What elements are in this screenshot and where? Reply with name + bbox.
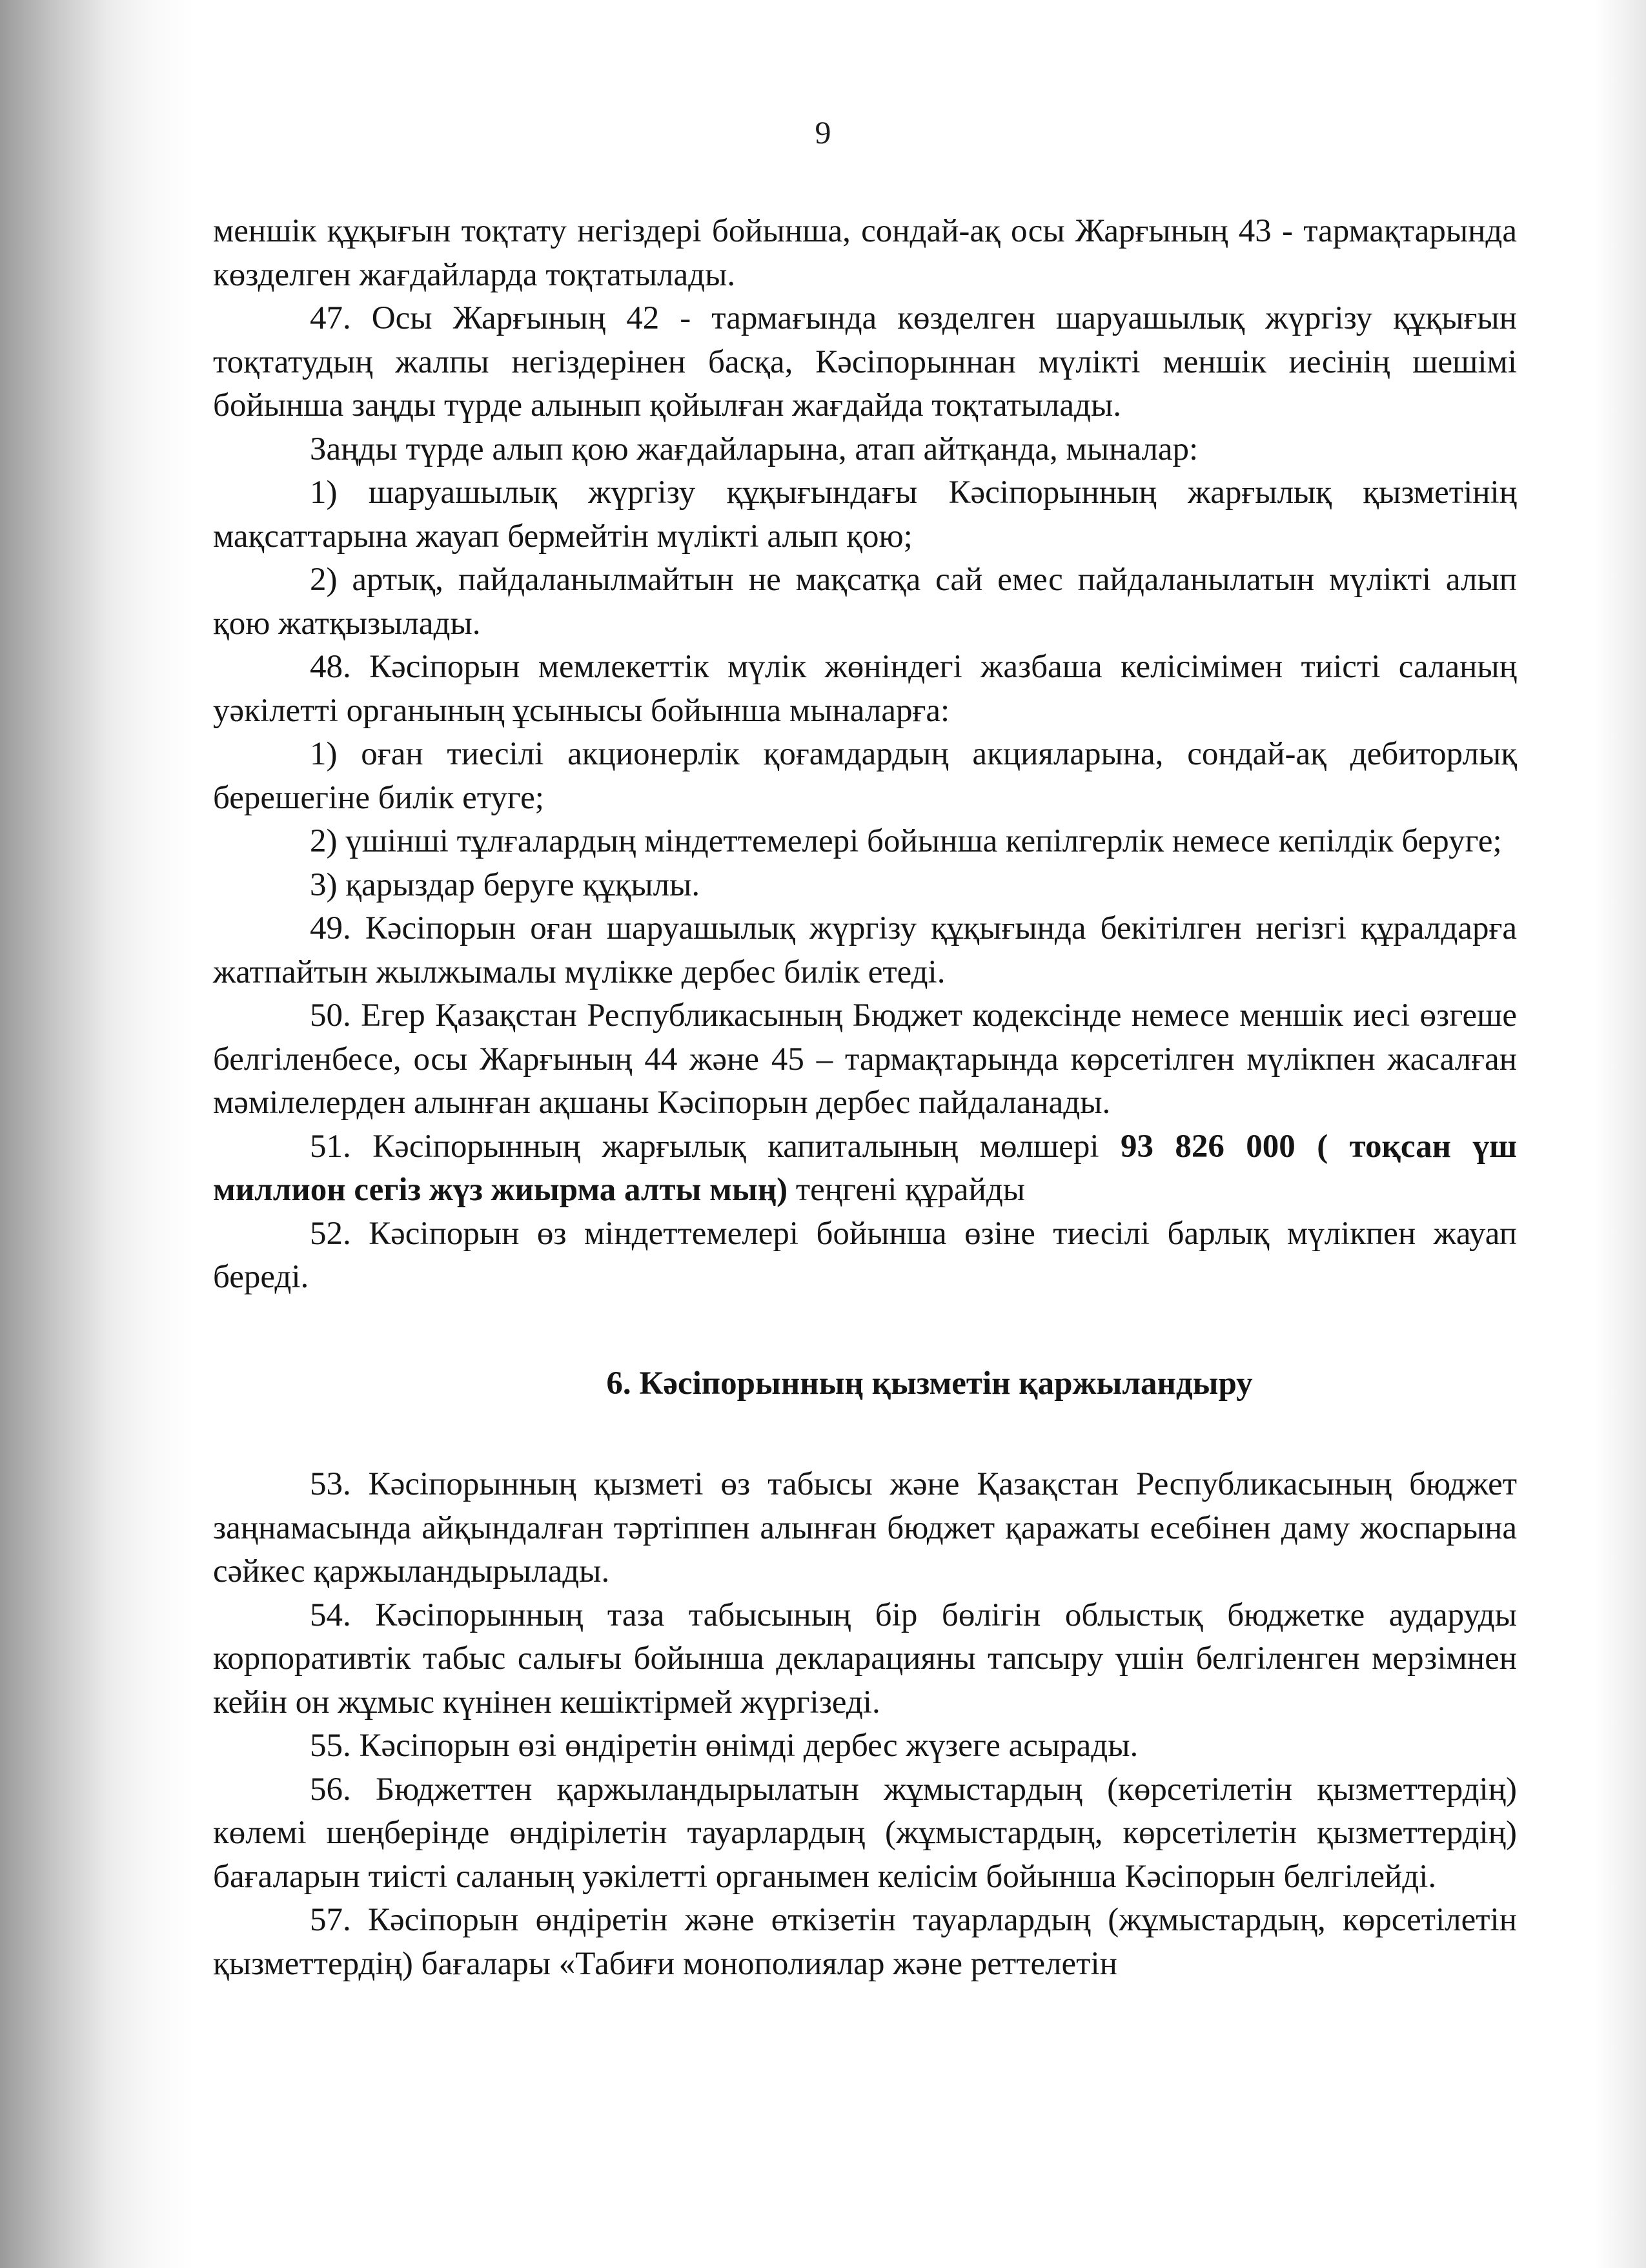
paragraph-51-lead: 51. Кәсіпорынның жарғылық капиталының мөлшері — [310, 1128, 1121, 1165]
paragraph-51 — [213, 1125, 1517, 1212]
page-number: 9 — [815, 114, 831, 150]
paragraph-continuation: меншік құқығын тоқтату негіздері бойынша, сондай-ақ осы Жарғының 43 - тармақтарында көзделген жағдайларда тоқтатылады. — [213, 213, 1517, 293]
paragraph-57: 57. Кәсіпорын өндіретін және өткізетін тауарлардың (жұмыстардың, көрсетілетін қызметтердің) бағалары «Табиғи монополиялар және реттелетін — [213, 1902, 1517, 1982]
paragraph-47: 47. Осы Жарғының 42 - тармағында көзделген шаруашылық жүргізу құқығын тоқтатудың жалпы негіздерінен басқа, Кәсіпорыннан мүлікті меншік иесінің шешімі бойынша заңды түрде алынып қойылған жағдайда тоқтатылады. — [213, 300, 1517, 424]
list-item-48-3: 3) қарыздар беруге құқылы. — [310, 866, 700, 903]
section-heading: 6. Кәсіпорынның қызметін қаржыландыру — [606, 1365, 1253, 1402]
list-item-48-2: 2) үшінші тұлғалардың міндеттемелері бойынша кепілгерлік немесе кепілдік беруге; — [310, 823, 1502, 859]
paragraph-52: 52. Кәсіпорын өз міндеттемелері бойынша өзіне тиесілі барлық мүлікпен жауап береді. — [213, 1215, 1517, 1295]
document-body — [213, 210, 1517, 1986]
paragraph-56: 56. Бюджеттен қаржыландырылатын жұмыстардың (көрсетілетін қызметтердің) көлемі шеңберінде өндірілетін тауарлардың (жұмыстардың, көрсетілетін қызметтердің) бағаларын тиісті саланың уәкілетті органымен келісім бойынша Кәсіпорын белгілейді. — [213, 1771, 1517, 1895]
list-item-48-1: 1) оған тиесілі акционерлік қоғамдардың акцияларына, сондай-ақ дебиторлық берешегіне билік етуге; — [213, 736, 1517, 816]
paragraph-49: 49. Кәсіпорын оған шаруашылық жүргізу құқығында бекітілген негізгі құралдарға жатпайтын жылжымалы мүлікке дербес билік етеді. — [213, 910, 1517, 990]
paragraph-47-lead: Заңды түрде алып қою жағдайларына, атап айтқанда, мыналар: — [310, 431, 1199, 467]
paragraph-53: 53. Кәсіпорынның қызметі өз табысы және Қазақстан Республикасының бюджет заңнамасында айқындалған тәртіппен алынған бюджет қаражаты есебінен даму жоспарына сәйкес қаржыландырылады. — [213, 1466, 1517, 1589]
paragraph-51-tail: теңгені құрайды — [787, 1172, 1026, 1208]
paragraph-48: 48. Кәсіпорын мемлекеттік мүлік жөніндегі жазбаша келісімімен тиісті саланың уәкілетті органының ұсынысы бойынша мыналарға: — [213, 649, 1517, 729]
paragraph-50: 50. Егер Қазақстан Республикасының Бюджет кодексінде немесе меншік иесі өзгеше белгіленбесе, осы Жарғының 44 және 45 – тармақтарында көрсетілген мүлікпен жасалған мәмілелерден алынған ақшаны Кәсіпорын дербес пайдаланады. — [213, 997, 1517, 1121]
list-item-47-1: 1) шаруашылық жүргізу құқығындағы Кәсіпорынның жарғылық қызметінің мақсаттарына жауап бермейтін мүлікті алып қою; — [213, 475, 1517, 555]
paragraph-54: 54. Кәсіпорынның таза табысының бір бөлігін облыстық бюджетке аударуды корпоративтік табыс салығы бойынша декларацияны тапсыру үшін белгіленген мерзімнен кейін он жұмыс күнінен кешіктірмей жүргізеді. — [213, 1597, 1517, 1721]
capital-amount: 93 826 000 ( тоқсан үш миллион сегіз жүз жиырма алты мың) — [213, 1128, 1517, 1208]
paragraph-55: 55. Кәсіпорын өзі өндіретін өнімді дербес жүзеге асырады. — [310, 1728, 1139, 1764]
list-item-47-2: 2) артық, пайдаланылмайтын не мақсатқа сай емес пайдаланылатын мүлікті алып қою жатқызылады. — [213, 562, 1517, 642]
